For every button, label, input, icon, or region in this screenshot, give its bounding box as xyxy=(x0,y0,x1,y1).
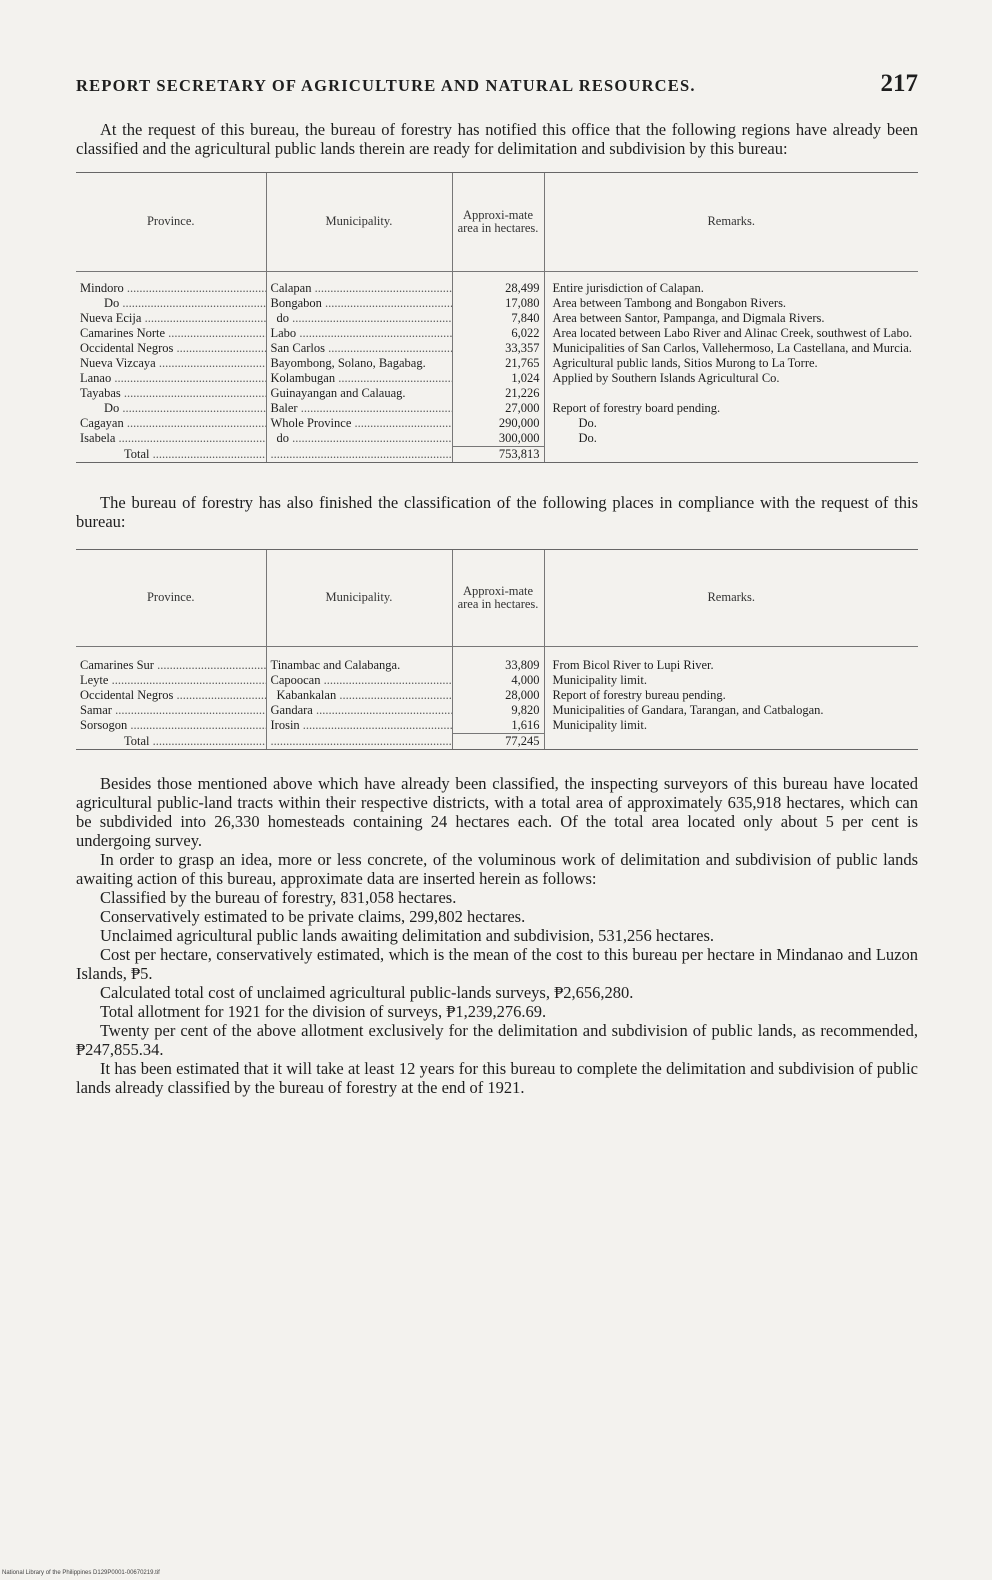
table2-col-municipality: Municipality. xyxy=(266,550,452,646)
page-number: 217 xyxy=(880,70,918,97)
body-paragraph-5: Unclaimed agricultural public lands awaiting delimitation and subdivision, 531,256 hectares. xyxy=(100,926,715,945)
table-row: Cagayan ..... Whole Province ..... 290,000 Do. xyxy=(76,416,918,431)
table2-col-remarks: Remarks. xyxy=(544,550,918,646)
table-row: Samar ..... Gandara ..... 9,820 Municipalities of Gandara, Tarangan, and Catbalogan. xyxy=(76,703,918,718)
table-row: Tayabas ..... Guinayangan and Calauag. 21,226 xyxy=(76,386,918,401)
table-row: Occidental Negros ..... San Carlos ..... 33,357 Municipalities of San Carlos, Vallehermoso, La Castellana, and Murcia. xyxy=(76,341,918,356)
table-row: Do ..... Bongabon ..... 17,080 Area between Tambong and Bongabon Rivers. xyxy=(76,296,918,311)
intro-paragraph-2: The bureau of forestry has also finished the classification of the following places in compliance with the request of this bureau: xyxy=(76,493,918,531)
table-row: Camarines Norte ..... Labo ..... 6,022 Area located between Labo River and Alinac Creek, southwest of Labo. xyxy=(76,326,918,341)
body-paragraph-2: In order to grasp an idea, more or less concrete, of the voluminous work of delimitation and subdivision of public lands awaiting action of this bureau, approximate data are inserted herein as follows: xyxy=(76,850,918,888)
table-row: Leyte ..... Capoocan ..... 4,000 Municipality limit. xyxy=(76,673,918,688)
table1-header-row xyxy=(76,173,918,271)
body-paragraph-4: Conservatively estimated to be private claims, 299,802 hectares. xyxy=(100,907,526,926)
table1-total-row: Total ..... ..... 753,813 xyxy=(76,447,918,463)
table1-col-area: Approxi-mate area in hectares. xyxy=(452,173,544,271)
document-page xyxy=(76,70,918,1097)
intro-paragraph-1: At the request of this bureau, the bureau of forestry has notified this office that the following regions have already been classified and the agricultural public lands therein are ready for delimitation and subdivision by this bureau: xyxy=(76,120,918,158)
table1-col-province: Province. xyxy=(76,173,266,271)
table2-col-area: Approxi-mate area in hectares. xyxy=(452,550,544,646)
table-row: Mindoro ..... Calapan ..... 28,499 Entire jurisdiction of Calapan. xyxy=(76,281,918,296)
table-row: Isabela ..... do ..... 300,000 Do. xyxy=(76,431,918,447)
table2-total-row: Total ..... ..... 77,245 xyxy=(76,734,918,750)
classified-regions-table xyxy=(76,173,918,462)
table-row: Do ..... Baler ..... 27,000 Report of forestry board pending. xyxy=(76,401,918,416)
body-paragraph-1: Besides those mentioned above which have already been classified, the inspecting surveyors of this bureau have located agricultural public-land tracts within their respective districts, with a total area of approximately 635,918 hectares, which can be subdivided into 26,330 homesteads containing 24 hectares each. Of the total area located only about 5 per cent is undergoing survey. xyxy=(76,774,918,850)
body-paragraph-3: Classified by the bureau of forestry, 831,058 hectares. xyxy=(100,888,457,907)
table1-col-municipality: Municipality. xyxy=(266,173,452,271)
table1-col-remarks: Remarks. xyxy=(544,173,918,271)
table2-header-row xyxy=(76,550,918,646)
body-paragraph-7: Calculated total cost of unclaimed agricultural public-lands surveys, ₱2,656,280. xyxy=(100,983,634,1002)
header-title: REPORT SECRETARY OF AGRICULTURE AND NATURAL RESOURCES. xyxy=(76,76,696,95)
table-row: Camarines Sur ..... Tinambac and Calabanga. 33,809 From Bicol River to Lupi River. xyxy=(76,658,918,673)
table2-col-province: Province. xyxy=(76,550,266,646)
table-row: Nueva Vizcaya ..... Bayombong, Solano, Bagabag. 21,765 Agricultural public lands, Sitios Murong to La Torre. xyxy=(76,356,918,371)
table-row: Sorsogon ..... Irosin ..... 1,616 Municipality limit. xyxy=(76,718,918,734)
body-paragraph-9: Twenty per cent of the above allotment exclusively for the delimitation and subdivision of public lands, as recommended, ₱247,855.34. xyxy=(76,1021,918,1059)
body-paragraph-6: Cost per hectare, conservatively estimated, which is the mean of the cost to this bureau per hectare in Mindanao and Luzon Islands, ₱5. xyxy=(76,945,918,983)
table-row: Nueva Ecija ..... do ..... 7,840 Area between Santor, Pampanga, and Digmala Rivers. xyxy=(76,311,918,326)
table-row: Lanao ..... Kolambugan ..... 1,024 Applied by Southern Islands Agricultural Co. xyxy=(76,371,918,386)
running-header xyxy=(76,70,918,98)
table-row: Occidental Negros ..... Kabankalan ..... 28,000 Report of forestry bureau pending. xyxy=(76,688,918,703)
body-paragraph-10: It has been estimated that it will take at least 12 years for this bureau to complete the delimitation and subdivision of public lands already classified by the bureau of forestry at the end of 1921. xyxy=(76,1059,918,1097)
scan-footer: National Library of the Philippines D129P0001-00670219.tif xyxy=(2,1570,160,1576)
additional-places-table xyxy=(76,550,918,749)
body-paragraph-8: Total allotment for 1921 for the division of surveys, ₱1,239,276.69. xyxy=(100,1002,547,1021)
